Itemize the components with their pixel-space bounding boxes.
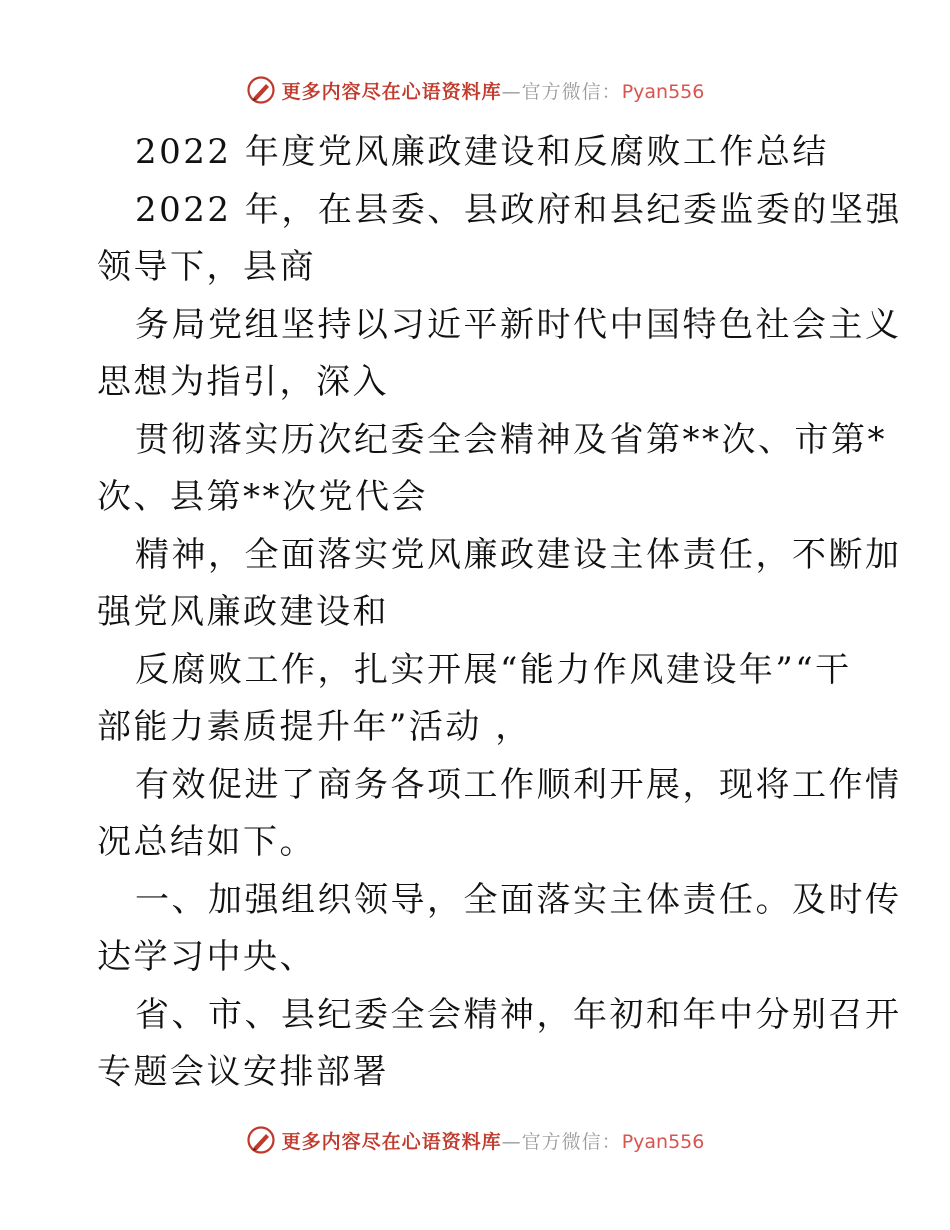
doc-line: 2022 年度党风廉政建设和反腐败工作总结 [135, 132, 829, 172]
watermark-wechat-id: Pyan556 [621, 1130, 705, 1153]
watermark-brand: 更多内容尽在心语资料库 [281, 80, 502, 103]
pen-logo-icon [246, 1125, 276, 1155]
doc-line: 专题会议安排部署 [97, 1052, 389, 1092]
watermark-separator: — [501, 1130, 522, 1153]
doc-line: 精神，全面落实党风廉政建设主体责任，不断加 [135, 534, 902, 575]
pen-logo-icon [246, 75, 276, 105]
watermark-wechat-id: Pyan556 [621, 80, 705, 103]
watermark-wechat-label: 官方微信： [521, 1130, 622, 1153]
doc-line: 次、县第**次党代会 [97, 477, 428, 517]
doc-line: 一、加强组织领导，全面落实主体责任。及时传 [135, 879, 902, 920]
doc-line: 贯彻落实历次纪委全会精神及省第**次、市第* [135, 419, 887, 460]
doc-line: 领导下，县商 [97, 247, 316, 287]
doc-line: 部能力素质提升年”活动 ， [97, 707, 532, 747]
doc-line: 务局党组坚持以习近平新时代中国特色社会主义 [135, 304, 902, 345]
doc-line: 强党风廉政建设和 [97, 592, 389, 632]
doc-line: 况总结如下。 [97, 822, 316, 862]
doc-line: 2022 年，在县委、县政府和县纪委监委的坚强 [135, 189, 902, 230]
watermark-wechat-label: 官方微信： [521, 80, 622, 103]
header-watermark [0, 70, 950, 110]
watermark-separator: — [501, 80, 522, 103]
doc-line: 反腐败工作，扎实开展“能力作风建设年”“干 [135, 649, 852, 690]
watermark-text [282, 77, 705, 104]
doc-line: 有效促进了商务各项工作顺利开展，现将工作情 [135, 764, 902, 805]
doc-line: 思想为指引，深入 [97, 362, 389, 402]
watermark-text [282, 1127, 705, 1154]
footer-watermark [0, 1120, 950, 1160]
watermark-brand: 更多内容尽在心语资料库 [281, 1130, 502, 1153]
document-body [97, 124, 902, 1102]
doc-line: 达学习中央、 [97, 937, 316, 977]
doc-line: 省、市、县纪委全会精神，年初和年中分别召开 [135, 994, 902, 1035]
